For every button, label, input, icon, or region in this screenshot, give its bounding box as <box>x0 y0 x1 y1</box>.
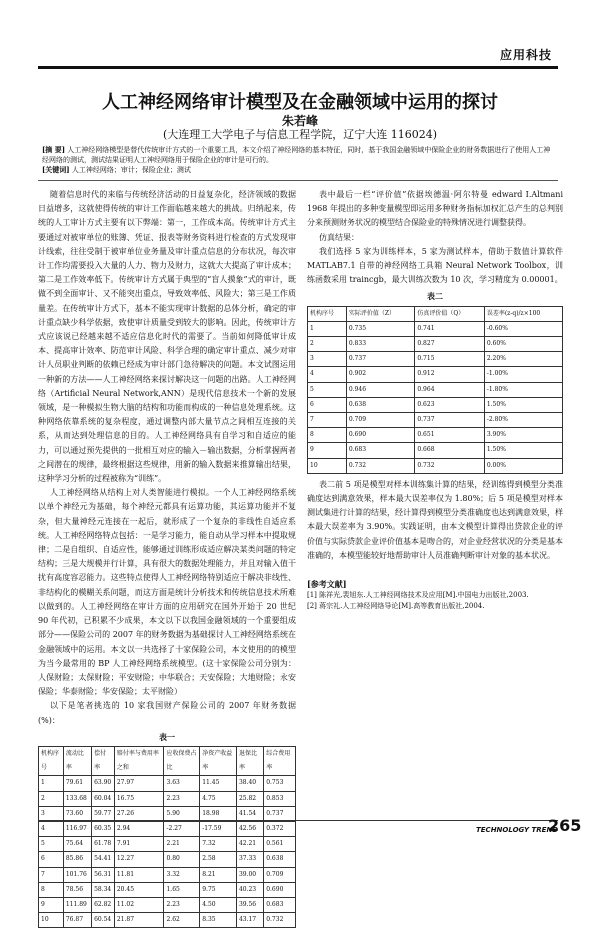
table-cell: 56.31 <box>92 867 115 882</box>
table-cell: 27.26 <box>114 806 164 821</box>
table-cell: -0.60% <box>484 321 562 336</box>
table-cell: 1 <box>308 321 347 336</box>
table-cell: 9.75 <box>200 882 237 897</box>
table-row <box>308 413 563 428</box>
table-cell: 0.651 <box>415 428 485 443</box>
table-cell: 27.97 <box>114 776 164 791</box>
abstract-text: 人工神经网络模型是替代传统审计方式的一个重要工具，本文介绍了神经网络的基本特征，同时，基于我国金融领域中保险企业的财务数据进行了使用人工神经网络的测试，测试结果证明人工神经网络用于保险企业的审计是可行的。 <box>42 146 551 164</box>
table-row <box>39 791 296 806</box>
references-heading: [参考文献] <box>307 579 347 590</box>
table-cell: 1.50% <box>484 443 562 458</box>
table-cell: 18.98 <box>200 806 237 821</box>
table-cell: 8 <box>39 882 64 897</box>
column-header: 偿付率 <box>92 746 115 775</box>
table-cell: 21.87 <box>114 913 164 928</box>
table-cell: 39.56 <box>236 897 263 912</box>
table1-header-row <box>39 746 296 775</box>
paragraph: 随着信息时代的来临与传统经济活动的日益复杂化，经济领域的数据日益增多，这就使得传统的审计工作面临越来越大的挑战。归纳起来，传统的人工审计方式主要有以下弊端：第一，工作成本高。传统审计方式主要通过对被审单位的账簿、凭证、报表等财务资料进行检查的方式发现审计线索，往往受制于被审单位业务量及审计重点信息的分布状况，每次审计工作均需要投入大量的人力、物力及财力，这就大大提高了审计成本；第二是工作效率低下。传统审计方式属于典型的“盲人摸象”式的审计，既做不到全面审计、又不能突出重点，导致效率低、风险大；第三是工作质量差。在传统审计方式下，基本不能实现审计数据的总体分析，确定的审计重点缺少科学依据，致使审计质量受到较大的影响。因此，传统审计方式应该说已经越来越不适应信息化时代的需要了。当前如何降低审计成本、提高审计效率、防范审计风险、科学合理的确定审计重点、减少对审计人员职业判断的依赖已经成为审计部门急待解决的问题。本文试图运用一种新的方法——人工神经网络来探讨解决这一问题的出路。人工神经网络（Artificial Neural Network,ANN）是现代信息技术一个新的发展领域，是一种模拟生物大脑的结构和功能而构成的一种信息处理系统。这种网络依靠系统的复杂程度，通过调整内部大量节点之间相互连接的关系，从而达到处理信息的目的。人工神经网络具有自学习和自适应的能力，可以通过预先提供的一批相互对应的输入－输出数据，分析掌握两者之间潜在的规律，最终根据这些规律，用新的输入数据来推算输出结果，这种学习分析的过程被称为“训练”。 <box>38 190 296 484</box>
table-cell: 0.623 <box>415 397 485 412</box>
column-header: 赔付率与费用率之和 <box>114 746 164 775</box>
table-cell: 0.753 <box>264 776 296 791</box>
table-cell: 3.63 <box>164 776 200 791</box>
table-cell: 0.372 <box>264 821 296 836</box>
table-cell: 5.90 <box>164 806 200 821</box>
table-cell: 0.690 <box>346 428 415 443</box>
table-cell: 116.97 <box>63 821 91 836</box>
table-cell: 3 <box>308 352 347 367</box>
table-cell: 9 <box>39 897 64 912</box>
table-cell: 75.64 <box>63 837 91 852</box>
conclusion-paragraph: 表二前 5 项是模型对样本训练集计算的结果，经训练得到模型分类准确度达到满意效果，样本最大误差率仅为 1.80%；后 5 项是模型对样本测试集进行计算的结果，经计算得到模型分类准确度也达到满意效果，样本最大误差率为 3.90%。实践证明，由本文模型计算得出贷款企业的评价值与实际贷款企业评价值基本是吻合的，对企业经营状况的分类是基本准确的，本模型能较好地帮助审计人员准确判断审计对象的基本状况。 <box>307 479 563 560</box>
table-cell: 60.54 <box>92 913 115 928</box>
table1 <box>38 746 296 928</box>
table-row <box>39 897 296 912</box>
table-cell: 0.946 <box>346 382 415 397</box>
table-cell: 8.21 <box>200 867 237 882</box>
table-cell: 3 <box>39 806 64 821</box>
table-cell: 6 <box>39 852 64 867</box>
table-cell: 0.902 <box>346 367 415 382</box>
column-header: 误差率(z-q)/z×100 <box>484 306 562 321</box>
table-cell: -2.27 <box>164 821 200 836</box>
table-cell: 62.82 <box>92 897 115 912</box>
table-row <box>308 428 563 443</box>
column-header: 净资产收益率 <box>200 746 237 775</box>
table-cell: 0.561 <box>264 837 296 852</box>
affiliation: (大连理工大学电子与信息工程学院，辽宁大连 116024) <box>162 128 438 141</box>
table-row <box>39 852 296 867</box>
table-cell: 2.94 <box>114 821 164 836</box>
table-cell: 0.683 <box>264 897 296 912</box>
header-rule <box>38 66 558 69</box>
table-cell: 8.35 <box>200 913 237 928</box>
table-cell: 0.638 <box>346 397 415 412</box>
table-cell: 0.60% <box>484 337 562 352</box>
table-cell: -1.00% <box>484 367 562 382</box>
table-cell: 0.737 <box>264 806 296 821</box>
table-cell: 0.668 <box>415 443 485 458</box>
references <box>307 579 563 612</box>
table-cell: 9 <box>308 443 347 458</box>
table-cell: 63.90 <box>92 776 115 791</box>
reference-item: [1] 陈祥光,裴旭东.人工神经网络技术及应用[M].中国电力出版社,2003. <box>307 591 529 600</box>
table-cell: 40.23 <box>236 882 263 897</box>
table2-header-row <box>308 306 563 321</box>
table-cell: 7.91 <box>114 837 164 852</box>
table-cell: 4 <box>39 821 64 836</box>
table-row <box>308 397 563 412</box>
table-row <box>308 458 563 473</box>
table-row <box>308 367 563 382</box>
column-header: 流动比率 <box>63 746 91 775</box>
table-cell: 2.23 <box>164 791 200 806</box>
column-header: 实际评价值（Z） <box>346 306 415 321</box>
table-cell: 0.709 <box>264 867 296 882</box>
abstract <box>42 145 557 175</box>
table-cell: 1.50% <box>484 397 562 412</box>
table-cell: 37.33 <box>236 852 263 867</box>
table-cell: 0.732 <box>346 458 415 473</box>
table-cell: 3.90% <box>484 428 562 443</box>
table-cell: 0.715 <box>415 352 485 367</box>
table-cell: 78.56 <box>63 882 91 897</box>
left-column <box>38 188 296 928</box>
table-cell: 2.58 <box>200 852 237 867</box>
keywords: 人工神经网络；审计；保险企业；测试 <box>71 166 191 174</box>
table-cell: 20.45 <box>114 882 164 897</box>
table-cell: 0.853 <box>264 791 296 806</box>
table-cell: 5 <box>39 837 64 852</box>
table-row <box>39 882 296 897</box>
journal-brand: TECHNOLOGY TREND <box>476 826 559 834</box>
table-row <box>39 776 296 791</box>
table-cell: 11.81 <box>114 867 164 882</box>
table-cell: 11.02 <box>114 897 164 912</box>
article-title: 人工神经网络审计模型及在金融领域中运用的探讨 <box>102 92 498 113</box>
table-cell: 0.732 <box>415 458 485 473</box>
table-cell: 79.61 <box>63 776 91 791</box>
table-cell: 0.827 <box>415 337 485 352</box>
column-header: 仿真评价值（Q） <box>415 306 485 321</box>
table-cell: 0.735 <box>346 321 415 336</box>
table-row <box>39 821 296 836</box>
keywords-label: [关键词] <box>42 165 70 174</box>
column-header: 应收保费占比 <box>164 746 200 775</box>
table-cell: 59.77 <box>92 806 115 821</box>
table-row <box>308 321 563 336</box>
paragraph: 人工神经网络从结构上对人类智能进行模拟。一个人工神经网络系统以单个神经元为基础，每个神经元都具有运算功能，其运算功能并不复杂，但大量神经元连接在一起后，就形成了一个复杂的非线性自适应系统。人工神经网络特点包括：一是学习能力，能自动从学习样本中提取规律；二是自组织、自适应性，能够通过训练形成适应解决某类问题的特定结构；三是大规模并行计算，具有很大的数据处理能力，并且对输入值干扰有高度容忍能力。这些特点使得人工神经网络特别适应于解决非线性、非结构化的模糊关系问题，而这方面是统计分析技术和传统信息技术所难以做到的。人工神经网络在审计方面的应用研究在国外开始于 20 世纪 90 年代初，已积累不少成果，本文以下以我国金融领域的一个重要组成部分——保险公司的 2007 年的财务数据为基础探讨人工神经网络系统在金融领域中的运用。本文以一共选择了十家保险公司，本文使用的的模型为当今最常用的 BP 人工神经网络系统模型。(这十家保险公司分别为：人保财险；太保财险；平安财险；中华联合；天安保险；大地财险；永安保险；华泰财险；华安保险；太平财险） <box>38 488 296 697</box>
table-cell: 10 <box>39 913 64 928</box>
paragraph: 我们选择 5 家为训练样本，5 家为测试样本，借助于数值计算软件 MATLAB7.1 自带的神经网络工具箱 Neural Network Toolbox，训练函数采用 traincgb，最大训练次数为 10 次，学习精度为 0.00001。 <box>307 246 563 285</box>
table-cell: 0.638 <box>264 852 296 867</box>
paragraph: 表中最后一栏“评价值”依据埃德温·阿尔特曼 edward I.Altmani 1968 年提出的多种变量模型即运用多种财务指标加权汇总产生的总判别分来预测财务状况的模型结合保险业的特殊情况进行调整获得。 <box>307 190 563 228</box>
table-cell: 42.21 <box>236 837 263 852</box>
table-cell: 0.80 <box>164 852 200 867</box>
column-header: 机构序号 <box>39 746 64 775</box>
table-cell: 0.683 <box>346 443 415 458</box>
table-cell: 41.54 <box>236 806 263 821</box>
table-cell: 4.75 <box>200 791 237 806</box>
table-cell: 39.00 <box>236 867 263 882</box>
table-cell: 7 <box>308 413 347 428</box>
table-cell: 58.34 <box>92 882 115 897</box>
table-cell: 76.87 <box>63 913 91 928</box>
paragraph: 以下是笔者挑选的 10 家我国财产保险公司的 2007 年财务数据(%)： <box>38 701 296 725</box>
table-cell: 60.04 <box>92 791 115 806</box>
table-cell: 73.60 <box>63 806 91 821</box>
right-column <box>307 188 563 612</box>
table-cell: 85.86 <box>63 852 91 867</box>
table-row <box>39 913 296 928</box>
table-cell: 16.75 <box>114 791 164 806</box>
table-cell: -2.80% <box>484 413 562 428</box>
table-cell: 8 <box>308 428 347 443</box>
table-cell: 0.737 <box>346 352 415 367</box>
table-cell: 0.690 <box>264 882 296 897</box>
paragraph: 仿真结果： <box>319 232 359 242</box>
table1-caption: 表一 <box>159 731 175 742</box>
table-cell: 4.50 <box>200 897 237 912</box>
table-cell: 0.732 <box>264 913 296 928</box>
author: 朱若峰 <box>281 114 318 128</box>
table-cell: 61.78 <box>92 837 115 852</box>
table-cell: 3.32 <box>164 867 200 882</box>
table-cell: 2.62 <box>164 913 200 928</box>
table-cell: 7.32 <box>200 837 237 852</box>
table-cell: 133.68 <box>63 791 91 806</box>
table-cell: 101.76 <box>63 867 91 882</box>
table-cell: 7 <box>39 867 64 882</box>
table-cell: 0.964 <box>415 382 485 397</box>
table-cell: 54.41 <box>92 852 115 867</box>
table-cell: 0.709 <box>346 413 415 428</box>
table-cell: 43.17 <box>236 913 263 928</box>
table-row <box>308 337 563 352</box>
table-cell: 0.912 <box>415 367 485 382</box>
abstract-label: [摘 要] <box>42 145 66 154</box>
table-row <box>308 352 563 367</box>
column-header: 综合费用率 <box>264 746 296 775</box>
table-cell: 2.23 <box>164 897 200 912</box>
table-cell: 4 <box>308 367 347 382</box>
table-cell: 111.89 <box>63 897 91 912</box>
table-cell: 2.21 <box>164 837 200 852</box>
table2-caption: 表二 <box>427 291 443 302</box>
table-cell: 10 <box>308 458 347 473</box>
section-tag: 应用科技 <box>499 48 552 62</box>
table-cell: 6 <box>308 397 347 412</box>
table-row <box>39 867 296 882</box>
table-cell: -17.59 <box>200 821 237 836</box>
table-cell: -1.80% <box>484 382 562 397</box>
table2 <box>307 306 563 474</box>
table-cell: 38.40 <box>236 776 263 791</box>
table-cell: 12.27 <box>114 852 164 867</box>
table-cell: 2 <box>39 791 64 806</box>
table-cell: 2.20% <box>484 352 562 367</box>
table-cell: 42.56 <box>236 821 263 836</box>
table-cell: 5 <box>308 382 347 397</box>
page-number: 265 <box>548 816 582 835</box>
reference-item: [2] 蒋宗礼.人工神经网络导论[M].高等教育出版社,2004. <box>307 602 485 611</box>
footer-rule <box>38 820 558 821</box>
table-cell: 2 <box>308 337 347 352</box>
table-cell: 25.82 <box>236 791 263 806</box>
column-header: 机构序号 <box>308 306 347 321</box>
table-cell: 1 <box>39 776 64 791</box>
table-cell: 0.737 <box>415 413 485 428</box>
table-cell: 1.65 <box>164 882 200 897</box>
table-row <box>308 443 563 458</box>
table-row <box>308 382 563 397</box>
table-cell: 11.45 <box>200 776 237 791</box>
table-cell: 60.35 <box>92 821 115 836</box>
column-header: 退保比率 <box>236 746 263 775</box>
table-cell: 0.833 <box>346 337 415 352</box>
table-cell: 0.00% <box>484 458 562 473</box>
table-cell: 0.741 <box>415 321 485 336</box>
abstract-divider <box>38 180 558 181</box>
